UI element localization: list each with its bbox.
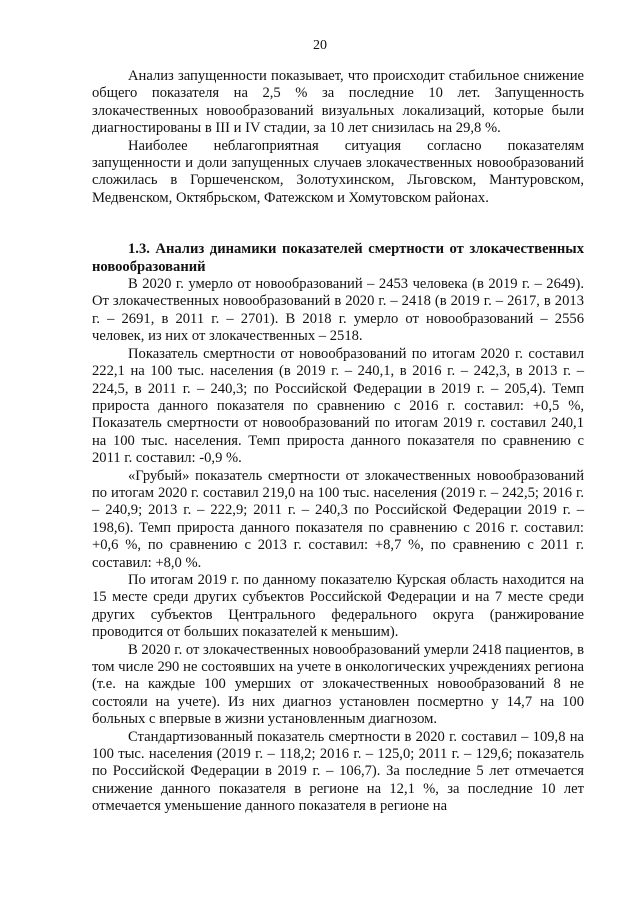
paragraph-deaths-count: В 2020 г. умерло от новообразований – 2453 человека (в 2019 г. – 2649). От злокачественных новообразований в 2020 г. – 2418 (в 2019 г. – 2617, в 2013 г. – 2691, в 2011 г. – 2701). В 2018 г. умерло от новообразований – 2556 человек, из них от злокачественных – 2518. bbox=[92, 276, 584, 345]
page-content bbox=[92, 68, 584, 816]
paragraph-unregistered-patients: В 2020 г. от злокачественных новообразований умерли 2418 пациентов, в том числе 290 не состоявших на учете в онкологических учреждениях региона (т.е. на каждые 100 умерших от злокачественных новообразований 8 не состояли на учете). Из них диагноз установлен посмертно у 14,7 на 100 больных с впервые в жизни установленным диагнозом. bbox=[92, 641, 584, 728]
paragraph-crude-rate: «Грубый» показатель смертности от злокачественных новообразований по итогам 2020 г. составил 219,0 на 100 тыс. населения (2019 г. – 242,5; 2016 г. – 240,9; 2013 г. – 222,9; 2011 г. – 240,3 по Российской Федерации 2019 г. – 198,6). Темп прироста данного показателя по сравнению с 2016 г. составил: +0,6 %, по сравнению с 2013 г. составил: +8,7 %, по сравнению с 2011 г. составил: +8,0 %. bbox=[92, 467, 584, 571]
paragraph-neglect-analysis: Анализ запущенности показывает, что происходит стабильное снижение общего показателя на 2,5 % за последние 10 лет. Запущенность злокачественных новообразований визуальных локализаций, которые были диагностированы в III и IV стадии, за 10 лет снизилась на 29,8 %. bbox=[92, 68, 584, 137]
section-heading: 1.3. Анализ динамики показателей смертности от злокачественных новообразований bbox=[92, 241, 584, 275]
page-number: 20 bbox=[313, 38, 327, 53]
paragraph-ranking: По итогам 2019 г. по данному показателю Курская область находится на 15 месте среди других субъектов Российской Федерации и на 7 месте среди других субъектов Центрального федерального округа (ранжирование проводится от больших показателей к меньшим). bbox=[92, 571, 584, 641]
paragraph-unfavorable-districts: Наиболее неблагоприятная ситуация согласно показателям запущенности и доли запущенных случаев злокачественных новообразований сложилась в Горшеченском, Золотухинском, Льговском, Мантуровском, Медвенском, Октябрьском, Фатежском и Хомутовском районах. bbox=[92, 137, 584, 206]
paragraph-standardized-rate: Стандартизованный показатель смертности в 2020 г. составил – 109,8 на 100 тыс. населения (2019 г. – 118,2; 2016 г. – 125,0; 2011 г. – 129,6; показатель по Российской Федерации в 2019 г. – 106,7). За последние 5 лет отмечается снижение данного показателя в регионе на 12,1 %, за последние 10 лет отмечается уменьшение данного показателя в регионе на bbox=[92, 728, 584, 815]
paragraph-mortality-rate: Показатель смертности от новообразований по итогам 2020 г. составил 222,1 на 100 тыс. населения (в 2019 г. – 240,1, в 2016 г. – 242,3, в 2013 г. – 224,5, в 2011 г. – 240,3; по Российской Федерации в 2019 г. – 205,4). Темп прироста данного показателя по сравнению с 2016 г. составил: +0,5 %, Показатель смертности от новообразований по итогам 2019 г. составил 240,1 на 100 тыс. населения. Темп прироста данного показателя по сравнению с 2011 г. составил: -0,9 %. bbox=[92, 345, 584, 467]
